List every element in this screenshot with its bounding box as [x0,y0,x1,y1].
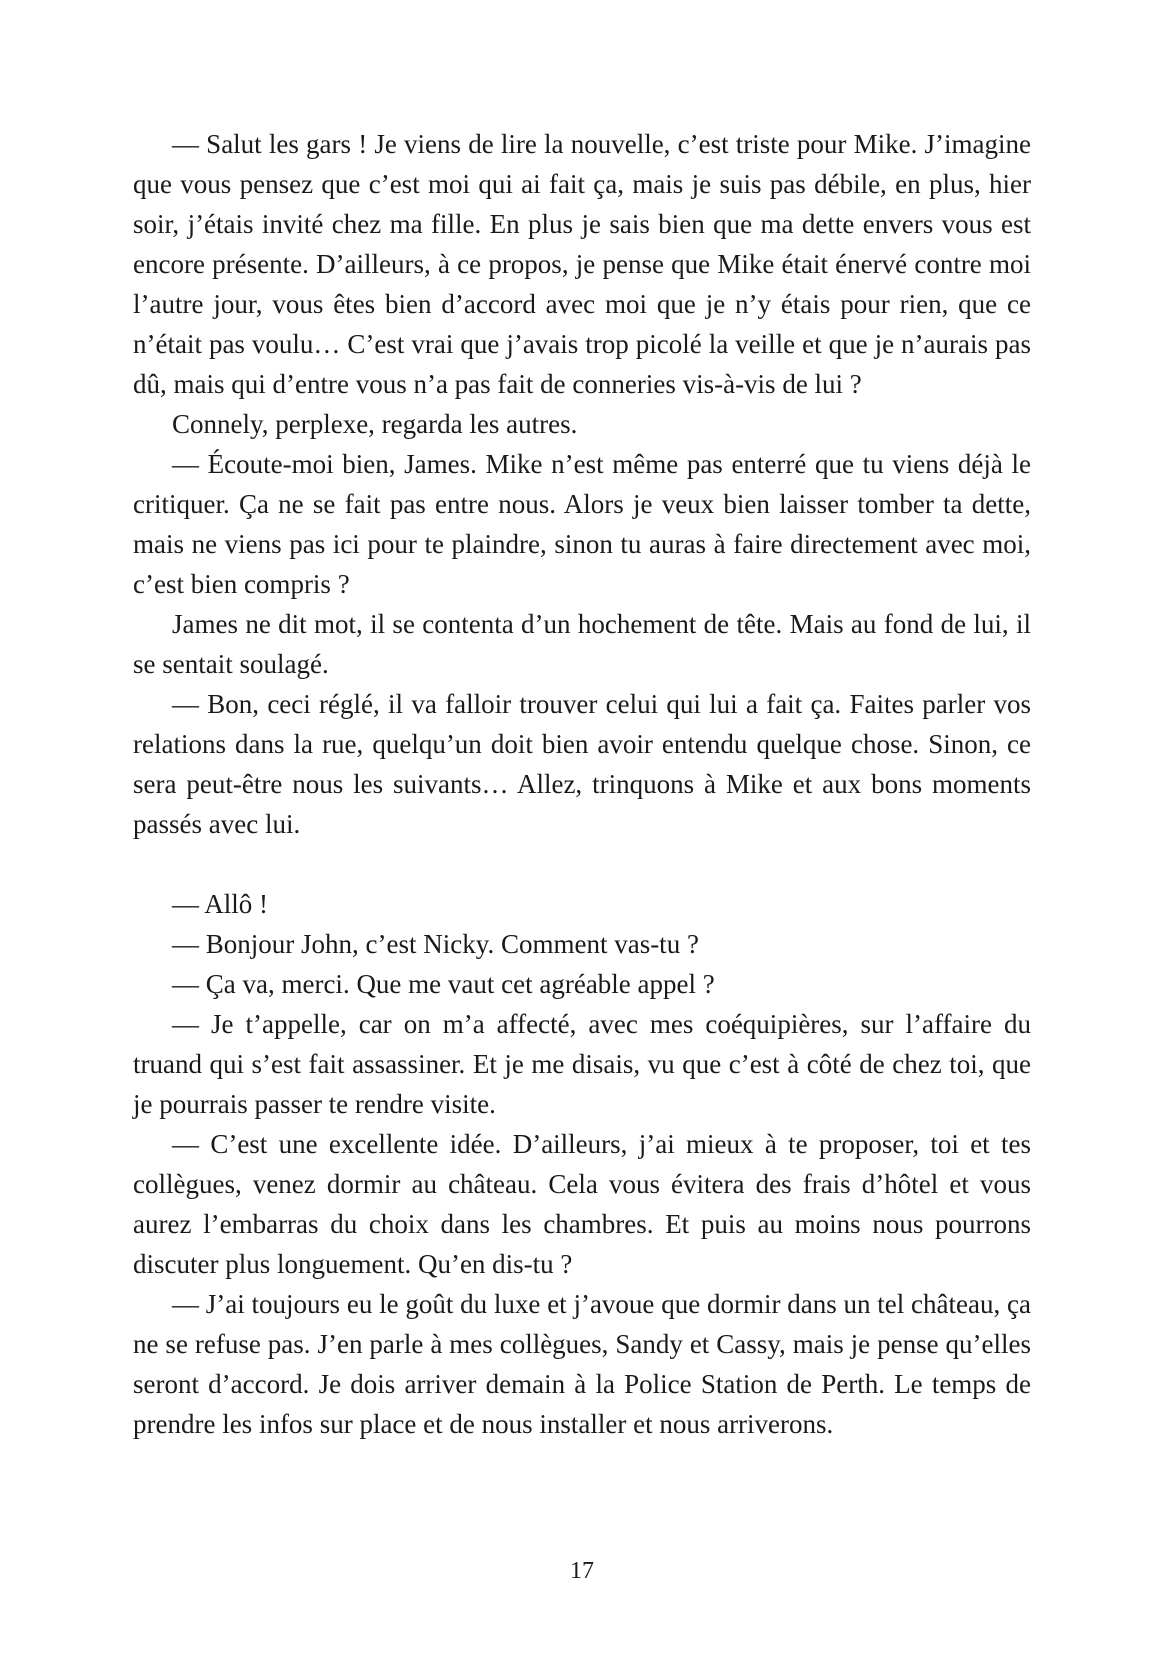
narration-paragraph: James ne dit mot, il se contenta d’un hochement de tête. Mais au fond de lui, il se sentait soulagé. [133,609,1031,679]
dialogue-paragraph: — Salut les gars ! Je viens de lire la nouvelle, c’est triste pour Mike. J’imagine que vous pensez que c’est moi qui ai fait ça, mais je suis pas débile, en plus, hier soir, j’étais invité chez ma fille. En plus je sais bien que ma dette envers vous est encore présente. D’ailleurs, à ce propos, je pense que Mike était énervé contre moi l’autre jour, vous êtes bien d’accord avec moi que je n’y étais pour rien, que ce n’était pas voulu… C’est vrai que j’avais trop picolé la veille et que je n’aurais pas dû, mais qui d’entre vous n’a pas fait de conneries vis-à-vis de lui ? [133,129,1031,399]
book-page-body [133,124,1031,1444]
dialogue-paragraph: — Écoute-moi bien, James. Mike n’est même pas enterré que tu viens déjà le critiquer. Ça ne se fait pas entre nous. Alors je veux bien laisser tomber ta dette, mais ne viens pas ici pour te plaindre, sinon tu auras à faire directement avec moi, c’est bien compris ? [133,449,1031,599]
section-break [133,844,1031,884]
dialogue-paragraph: — Bonjour John, c’est Nicky. Comment vas-tu ? [172,929,699,959]
text-section-2 [133,884,1031,1444]
dialogue-paragraph: — Bon, ceci réglé, il va falloir trouver celui qui lui a fait ça. Faites parler vos relations dans la rue, quelqu’un doit bien avoir entendu quelque chose. Sinon, ce sera peut-être nous les suivants… Allez, trinquons à Mike et aux bons moments passés avec lui. [133,689,1031,839]
page-number: 17 [570,1558,594,1584]
dialogue-paragraph: — C’est une excellente idée. D’ailleurs, j’ai mieux à te proposer, toi et tes collègues, venez dormir au château. Cela vous évitera des frais d’hôtel et vous aurez l’embarras du choix dans les chambres. Et puis au moins nous pourrons discuter plus longuement. Qu’en dis-tu ? [133,1129,1031,1279]
text-section-1 [133,124,1031,844]
dialogue-paragraph: — Allô ! [172,889,269,919]
dialogue-paragraph: — Ça va, merci. Que me vaut cet agréable appel ? [172,969,715,999]
narration-paragraph: Connely, perplexe, regarda les autres. [172,409,578,439]
dialogue-paragraph: — J’ai toujours eu le goût du luxe et j’avoue que dormir dans un tel château, ça ne se refuse pas. J’en parle à mes collègues, Sandy et Cassy, mais je pense qu’elles seront d’accord. Je dois arriver demain à la Police Station de Perth. Le temps de prendre les infos sur place et de nous installer et nous arriverons. [133,1289,1031,1439]
dialogue-paragraph: — Je t’appelle, car on m’a affecté, avec mes coéquipières, sur l’affaire du truand qui s’est fait assassiner. Et je me disais, vu que c’est à côté de chez toi, que je pourrais passer te rendre visite. [133,1009,1031,1119]
